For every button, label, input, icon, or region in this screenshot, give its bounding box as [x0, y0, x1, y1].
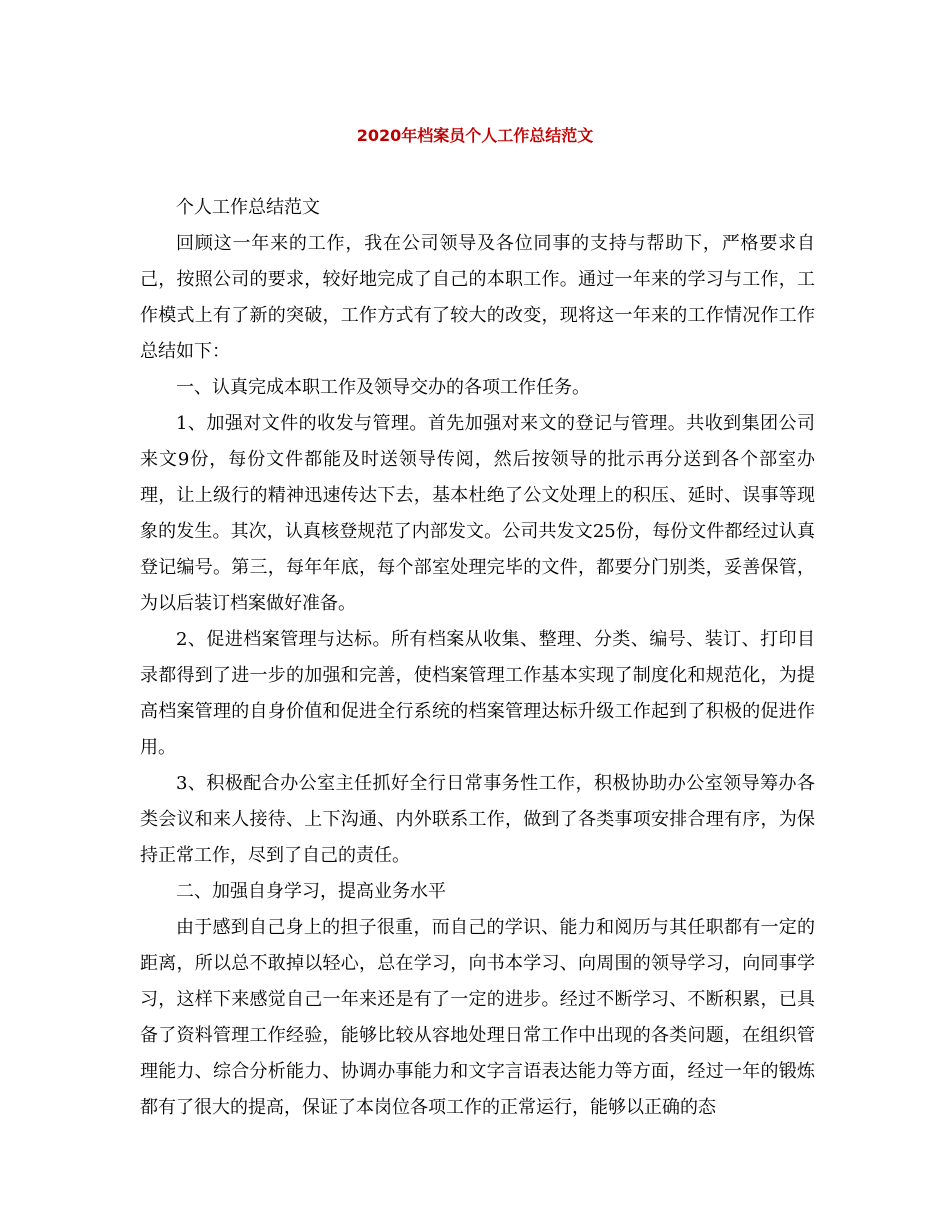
section-heading-2: 二、加强自身学习，提高业务水平 [176, 881, 446, 902]
section-heading-1: 一、认真完成本职工作及领导交办的各项工作任务。 [176, 377, 590, 398]
paragraph-study: 由于感到自己身上的担子很重，而自己的学识、能力和阅历与其任职都有一定的距离，所以总不敢掉以轻心，总在学习，向书本学习、向周围的领导学习，向同事学习，这样下来感觉自己一年来还是有了一定的进步。经过不断学习、不断积累，已具备了资料管理工作经验，能够比较从容地处理日常工作中出现的各类问题，在组织管理能力、综合分析能力、协调办事能力和文字言语表达能力等方面，经过一年的锻炼都有了很大的提高，保证了本岗位各项工作的正常运行，能够以正确的态 [140, 917, 815, 1118]
paragraph-subtitle: 个人工作总结范文 [176, 197, 320, 218]
paragraph-item-3: 3、积极配合办公室主任抓好全行日常事务性工作，积极协助办公室领导筹办各类会议和来人接待、上下沟通、内外联系工作，做到了各类事项安排合理有序，为保持正常工作，尽到了自己的责任。 [140, 773, 815, 866]
paragraph-item-2: 2、促进档案管理与达标。所有档案从收集、整理、分类、编号、装订、打印目录都得到了进一步的加强和完善，使档案管理工作基本实现了制度化和规范化，为提高档案管理的自身价值和促进全行系统的档案管理达标升级工作起到了积极的促进作用。 [140, 629, 815, 758]
paragraph-item-1: 1、加强对文件的收发与管理。首先加强对来文的登记与管理。共收到集团公司来文9份，每份文件都能及时送领导传阅，然后按领导的批示再分送到各个部室办理，让上级行的精神迅速传达下去，基本杜绝了公文处理上的积压、延时、误事等现象的发生。其次，认真核登规范了内部发文。公司共发文25份，每份文件都经过认真登记编号。第三，每年年底，每个部室处理完毕的文件，都要分门别类，妥善保管，为以后装订档案做好准备。 [140, 413, 815, 614]
document-title: 2020年档案员个人工作总结范文 [356, 126, 594, 145]
document-body [140, 190, 815, 1126]
paragraph-intro: 回顾这一年来的工作，我在公司领导及各位同事的支持与帮助下，严格要求自己，按照公司的要求，较好地完成了自己的本职工作。通过一年来的学习与工作，工作模式上有了新的突破，工作方式有了较大的改变，现将这一年来的工作情况作工作总结如下： [140, 233, 815, 362]
